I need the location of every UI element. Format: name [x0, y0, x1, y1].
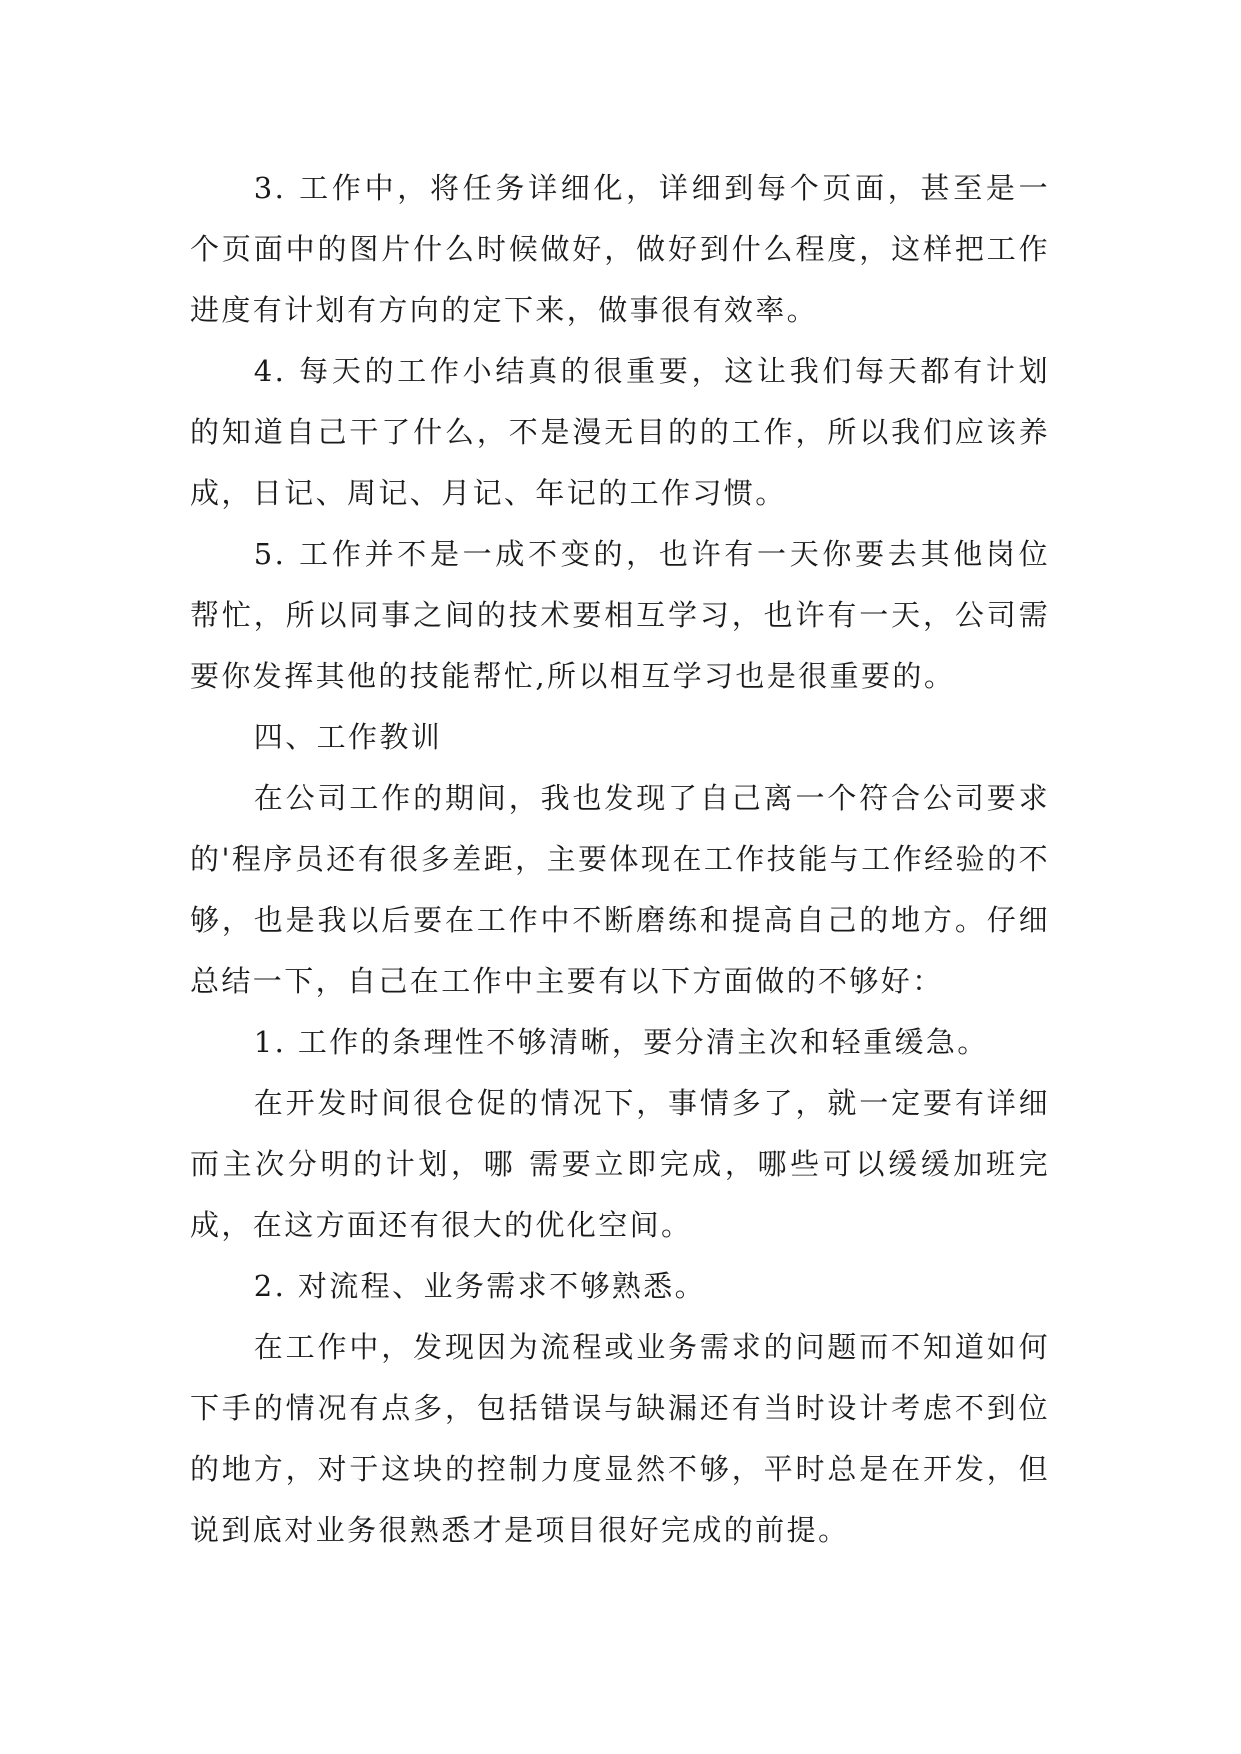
paragraph-lesson-2-heading: 2. 对流程、业务需求不够熟悉。: [253, 1269, 707, 1303]
paragraph-lesson-1-heading: 1. 工作的条理性不够清晰，要分清主次和轻重缓急。: [253, 1025, 989, 1059]
section-heading-lessons: 四、工作教训: [253, 720, 443, 754]
document-body: [190, 158, 1050, 1561]
paragraph-item-4: 4. 每天的工作小结真的很重要，这让我们每天都有计划的知道自己干了什么，不是漫无目的的工作，所以我们应该养成，日记、周记、月记、年记的工作习惯。: [190, 354, 1050, 510]
paragraph-lessons-intro: 在公司工作的期间，我也发现了自己离一个符合公司要求的'程序员还有很多差距，主要体现在工作技能与工作经验的不够，也是我以后要在工作中不断磨练和提高自己的地方。仔细总结一下，自己在工作中主要有以下方面做的不够好：: [190, 781, 1050, 998]
paragraph-lesson-2-body: 在工作中，发现因为流程或业务需求的问题而不知道如何下手的情况有点多，包括错误与缺漏还有当时设计考虑不到位的地方，对于这块的控制力度显然不够，平时总是在开发，但说到底对业务很熟悉才是项目很好完成的前提。: [190, 1330, 1050, 1547]
paragraph-item-3: 3. 工作中，将任务详细化，详细到每个页面，甚至是一个页面中的图片什么时候做好，做好到什么程度，这样把工作进度有计划有方向的定下来，做事很有效率。: [190, 171, 1050, 327]
paragraph-lesson-1-body: 在开发时间很仓促的情况下，事情多了，就一定要有详细而主次分明的计划，哪 需要立即完成，哪些可以缓缓加班完成，在这方面还有很大的优化空间。: [190, 1086, 1050, 1242]
paragraph-item-5: 5. 工作并不是一成不变的，也许有一天你要去其他岗位帮忙，所以同事之间的技术要相互学习，也许有一天，公司需要你发挥其他的技能帮忙,所以相互学习也是很重要的。: [190, 537, 1050, 693]
